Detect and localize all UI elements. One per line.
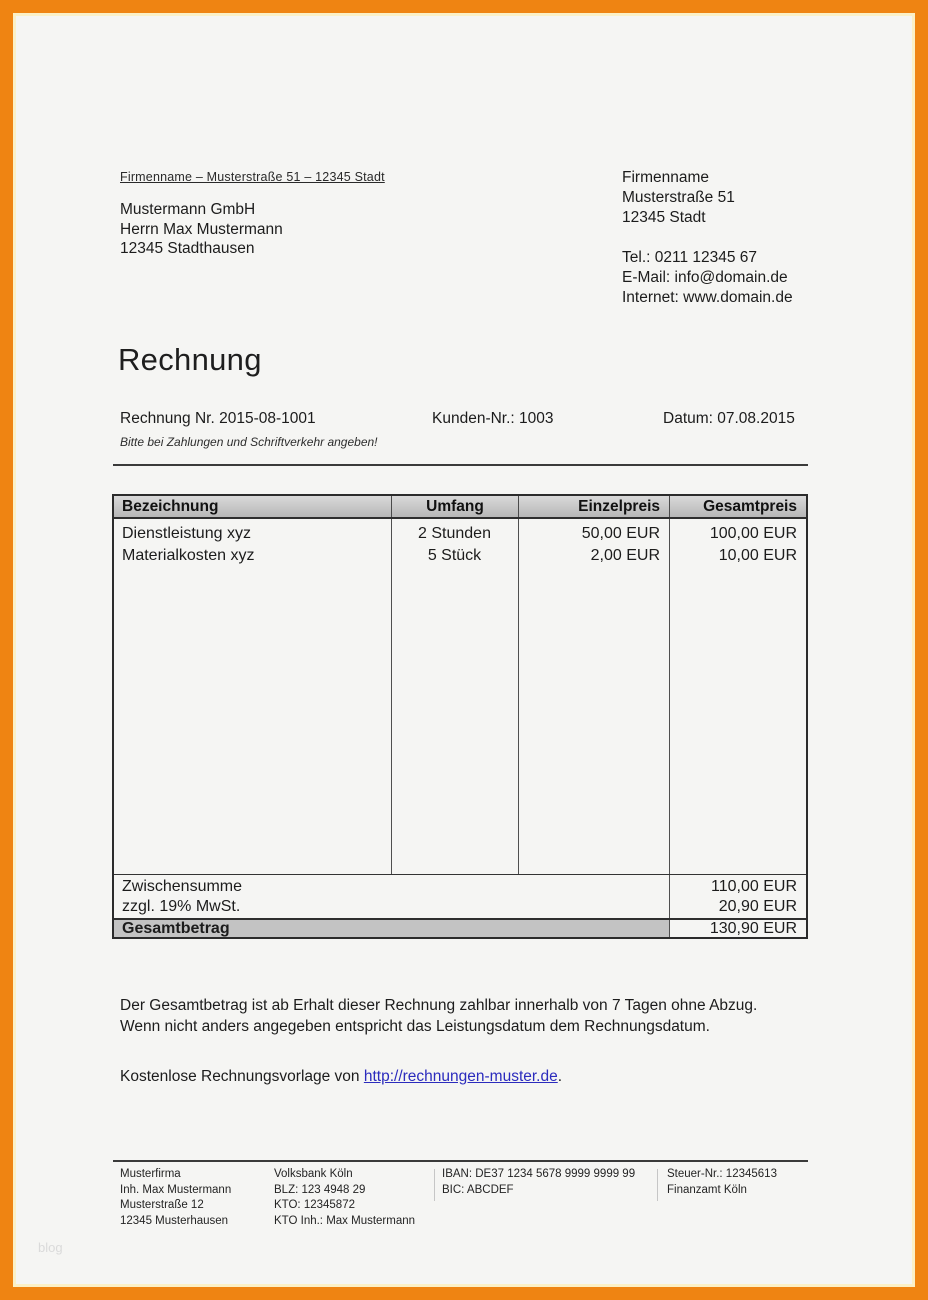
- company-phone: Tel.: 0211 12345 67: [622, 249, 758, 266]
- template-credit-line: [120, 1068, 562, 1086]
- table-header-row: [114, 496, 806, 519]
- item-total-price: 10,00 EUR: [718, 547, 797, 564]
- item-description: Dienstleistung xyz: [122, 525, 251, 542]
- footer-bic: BIC: ABCDEF: [442, 1183, 514, 1196]
- header-bezeichnung: Bezeichnung: [122, 497, 219, 515]
- company-email: E-Mail: info@domain.de: [622, 269, 788, 286]
- header-umfang: Umfang: [391, 496, 518, 517]
- subtotal-value: 110,00 EUR: [711, 878, 797, 895]
- service-date-line: Wenn nicht anders angegeben entspricht das Leistungsdatum dem Rechnungsdatum.: [120, 1018, 710, 1035]
- item-unit-price: 2,00 EUR: [590, 547, 660, 564]
- company-contact-block: [622, 248, 793, 308]
- company-website: Internet: www.domain.de: [622, 289, 793, 306]
- item-description: Materialkosten xyz: [122, 547, 255, 564]
- footer-company-owner: Inh. Max Mustermann: [120, 1183, 232, 1196]
- column-divider: [391, 519, 392, 874]
- subtotal-row: [114, 877, 806, 897]
- grand-total-value: 130,90 EUR: [709, 919, 797, 937]
- vat-row: [114, 897, 806, 917]
- footer-iban-column: [442, 1167, 635, 1198]
- table-row: [114, 523, 806, 545]
- credit-prefix: Kostenlose Rechnungsvorlage von: [120, 1068, 364, 1085]
- header-divider-rule: [113, 464, 808, 466]
- page-title: Rechnung: [118, 342, 262, 377]
- footer-bank-name: Volksbank Köln: [274, 1168, 353, 1180]
- blog-watermark: blog: [38, 1240, 63, 1255]
- recipient-address: [120, 200, 283, 259]
- footer-column-divider: [434, 1169, 435, 1201]
- company-name: Firmenname: [622, 169, 709, 186]
- sender-return-address: Firmenname – Musterstraße 51 – 12345 Stadt: [120, 170, 385, 184]
- item-unit-price: 50,00 EUR: [581, 525, 660, 542]
- company-city: 12345 Stadt: [622, 209, 706, 226]
- payment-terms-line: Der Gesamtbetrag ist ab Erhalt dieser Rechnung zahlbar innerhalb von 7 Tagen ohne Abzug.: [120, 997, 758, 1014]
- footer-company-city: 12345 Musterhausen: [120, 1214, 229, 1227]
- grand-total-label: Gesamtbetrag: [114, 920, 669, 937]
- footer-iban: IBAN: DE37 1234 5678 9999 9999 99: [442, 1168, 636, 1180]
- footer-tax-number: Steuer-Nr.: 12345613: [667, 1168, 777, 1180]
- footer-tax-office: Finanzamt Köln: [667, 1183, 747, 1196]
- grand-total-row: [114, 920, 806, 937]
- rechnungen-muster-link[interactable]: http://rechnungen-muster.de: [363, 1068, 558, 1085]
- footer-company-column: [120, 1167, 231, 1229]
- vat-value: 20,90 EUR: [718, 898, 797, 915]
- footer-company-name: Musterfirma: [120, 1168, 181, 1180]
- totals-divider: [114, 874, 806, 875]
- payment-terms: [120, 995, 788, 1037]
- footer-bank-blz: BLZ: 123 4948 29: [274, 1183, 366, 1196]
- footer-divider-rule: [113, 1160, 808, 1162]
- customer-number: Kunden-Nr.: 1003: [432, 410, 554, 427]
- column-divider: [518, 519, 519, 874]
- line-items-table: [112, 494, 808, 939]
- footer-company-street: Musterstraße 12: [120, 1199, 204, 1211]
- subtotal-label: Zwischensumme: [122, 878, 243, 895]
- recipient-name: Mustermann GmbH: [120, 201, 256, 218]
- recipient-contact-person: Herrn Max Mustermann: [120, 220, 283, 238]
- payment-reference-note: Bitte bei Zahlungen und Schriftverkehr angeben!: [120, 435, 378, 449]
- vat-label: zzgl. 19% MwSt.: [122, 898, 241, 915]
- item-quantity: 2 Stunden: [418, 525, 491, 542]
- invoice-date: Datum: 07.08.2015: [663, 410, 795, 427]
- footer-bank-holder: KTO Inh.: Max Mustermann: [274, 1214, 416, 1227]
- footer-tax-column: [667, 1167, 777, 1198]
- header-gesamtpreis: Gesamtpreis: [669, 496, 806, 517]
- item-total-price: 100,00 EUR: [709, 525, 797, 542]
- recipient-city: 12345 Stadthausen: [120, 240, 255, 257]
- header-einzelpreis: Einzelpreis: [518, 496, 669, 517]
- footer-bank-column: [274, 1167, 415, 1229]
- company-street: Musterstraße 51: [622, 189, 735, 206]
- footer-bank-account: KTO: 12345872: [274, 1199, 355, 1211]
- item-quantity: 5 Stück: [427, 547, 482, 564]
- table-row: [114, 545, 806, 567]
- invoice-number: Rechnung Nr. 2015-08-1001: [120, 410, 316, 427]
- credit-suffix: .: [557, 1068, 563, 1085]
- company-address-block: [622, 168, 735, 228]
- footer-column-divider: [657, 1169, 658, 1201]
